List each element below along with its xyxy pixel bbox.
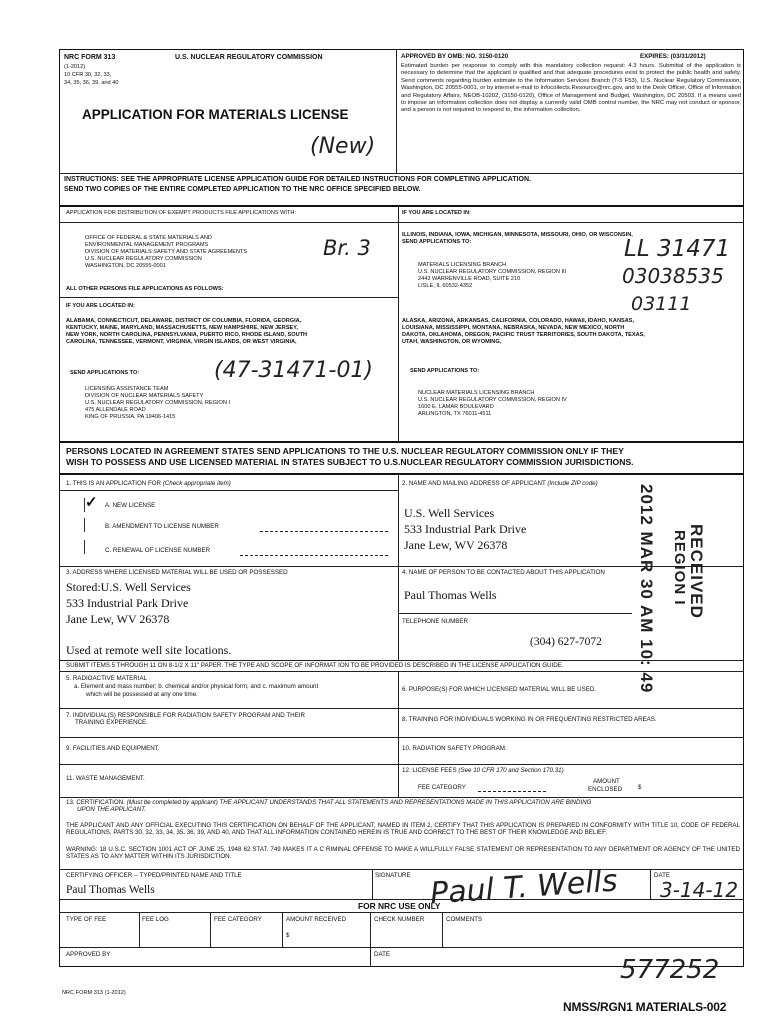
item7-label: 7. INDIVIDUAL(S) RESPONSIBLE FOR RADIATION SAFETY PROGRAM AND THEIR TRAINING EXPERIENCE. xyxy=(66,712,305,727)
cfr-line2: 34, 35, 36, 39, and 40 xyxy=(64,80,119,86)
col-fee-log: FEE LOG xyxy=(142,916,169,923)
item2-label: 2. NAME AND MAILING ADDRESS OF APPLICANT (Include ZIP code) xyxy=(402,480,598,487)
option-amendment[interactable]: B. AMENDMENT TO LICENSE NUMBER xyxy=(105,523,219,530)
col-comments: COMMENTS xyxy=(446,916,483,923)
handwritten-docket-right: 03038535 xyxy=(622,264,724,288)
applicant-address: U.S. Well Services 533 Industrial Park Drive Jane Lew, WV 26378 xyxy=(404,506,527,552)
approved-by-label: APPROVED BY xyxy=(66,951,111,958)
region-stamp: REGION I xyxy=(671,530,688,606)
located-in-heading-right1: IF YOU ARE LOCATED IN: xyxy=(402,210,471,216)
signature-date: 3-14-12 xyxy=(660,878,739,902)
agency-name: U.S. NUCLEAR REGULATORY COMMISSION xyxy=(175,54,323,61)
handwritten-ll-number: LL 31471 xyxy=(624,236,731,262)
item10-label: 10. RADIATION SAFETY PROGRAM. xyxy=(402,745,507,752)
phone-number: (304) 627-7072 xyxy=(530,636,602,648)
item1-label: 1. THIS IS AN APPLICATION FOR (Check appropriate item) xyxy=(66,480,231,487)
item8-label: 8. TRAINING FOR INDIVIDUALS WORKING IN OR FREQUENTING RESTRICTED AREAS. xyxy=(402,716,657,723)
send-to-left: SEND APPLICATIONS TO: xyxy=(70,370,140,376)
contact-name: Paul Thomas Wells xyxy=(404,588,497,602)
signature-label: SIGNATURE xyxy=(375,872,411,879)
handwritten-docket-number: (47-31471-01) xyxy=(214,358,374,383)
nrc-date-label: DATE xyxy=(374,951,391,958)
material-use-note: Used at remote well site locations. xyxy=(66,643,232,657)
enclosed-label: ENCLOSED xyxy=(588,786,623,793)
item3-label: 3. ADDRESS WHERE LICENSED MATERIAL WILL BE USED OR POSSESSED xyxy=(66,569,288,576)
date-label: DATE xyxy=(654,872,671,879)
phone-label: TELEPHONE NUMBER xyxy=(402,618,469,625)
nrc-use-only-heading: FOR NRC USE ONLY xyxy=(358,901,441,911)
item4-label: 4. NAME OF PERSON TO BE CONTACTED ABOUT THIS APPLICATION xyxy=(402,569,605,576)
handwritten-branch-note: Br. 3 xyxy=(323,236,371,260)
office-fsme: OFFICE OF FEDERAL & STATE MATERIALS AND ENVIRONMENTAL MANAGEMENT PROGRAMS DIVISION OF MATERIALS SAFETY AND STATE AGREEMENTS U.S. NUCLEAR REGULATORY COMMISSION WASHINGTON, DC 20555-0001 xyxy=(85,235,248,269)
handwritten-code-right: 03111 xyxy=(631,293,692,315)
exempt-products-heading: APPLICATION FOR DISTRIBUTION OF EXEMPT PRODUCTS FILE APPLICATIONS WITH: xyxy=(66,210,296,216)
region1-states: ALABAMA, CONNECTICUT, DELAWARE, DISTRICT OF COLUMBIA, FLORIDA, GEORGIA, KENTUCKY, MAINE, MARYLAND, MASSACHUSETTS, NEW HAMPSHIRE, NEW JERSEY, NEW YORK, NORTH CAROLINA, PENNSYLVANIA, PUERTO RICO, RHODE ISLAND, SOUTH CAROLINA, TENNESSEE, VERMONT, VIRGINIA, VIRGIN ISLANDS, OR WEST VIRGINIA, xyxy=(66,318,308,345)
option-new-license[interactable]: A. NEW LICENSE xyxy=(105,502,156,509)
instructions-line1: INSTRUCTIONS: SEE THE APPROPRIATE LICENSE APPLICATION GUIDE FOR DETAILED INSTRUCTIONS FOR COMPLETING APPLICATION. xyxy=(64,176,531,183)
fee-dollar-sign: $ xyxy=(638,784,642,791)
instructions-line2: SEND TWO COPIES OF THE ENTIRE COMPLETED APPLICATION TO THE NRC OFFICE SPECIFIED BELOW. xyxy=(64,186,421,193)
certification-body: THE APPLICANT AND ANY OFFICIAL EXECUTING THIS CERTIFICATION ON BEHALF OF THE APPLICANT, NAMED IN ITEM 2, CERTIFY THAT THIS APPLICATION IS PREPARED IN CONFORMITY WITH TITLE 10, CODE OF FEDERAL REGULATIONS, PARTS 30, 32, 33, 34, 35, 36, 39, AND 40, AND THAT ALL INFORMATION CONTAINED HEREIN IS TRUE AND CORRECT TO THE BEST OF THEIR KNOWLEDGE AND BELIEF. xyxy=(66,822,740,837)
item9-label: 9. FACILITIES AND EQUIPMENT. xyxy=(66,745,160,752)
warning-statement: WARNING: 18 U.S.C. SECTION 1001 ACT OF JUNE 25, 1948 62 STAT. 749 MAKES IT A C RIMINAL OFFENSE TO MAKE A WILLFULLY FALSE STATEMENT OR REPRESENTATION TO ANY DEPARTMENT OR AGENCY OF THE UNITED STATES AS TO ANY MATTER WITHIN ITS JURISDICTION. xyxy=(66,846,740,861)
send-to-right: SEND APPLICATIONS TO: xyxy=(410,368,480,374)
fee-category-label: FEE CATEGORY xyxy=(418,784,466,791)
form-revision: (1-2012) xyxy=(64,64,86,70)
material-location: Stored:U.S. Well Services 533 Industrial Park Drive Jane Lew, WV 26378 xyxy=(66,580,191,626)
amount-label: AMOUNT xyxy=(593,778,620,785)
form-number: NRC FORM 313 xyxy=(64,54,116,61)
item6-label: 6. PURPOSE(S) FOR WHICH LICENSED MATERIAL WILL BE USED. xyxy=(402,686,597,693)
item12-label: 12. LICENSE FEES (See 10 CFR 170 and Section 170.31) xyxy=(402,767,564,774)
burden-statement: Estimated burden per response to comply with this mandatory collection request: 4.3 hours. Submittal of the application is necessary to determine that the applicant is qualified and that adequate procedures exist to protect the public health and safety. Send comments regarding burden estimate to the Information Services Branch (T-5 F53), U.S. Nuclear Regulatory Commission, Washington, DC 20555-0001, or by internet e-mail to Infocollects.Resource@nrc.gov, and to the Desk Officer, Office of Information and Regulatory Affairs, NEOB-10202, (3150-0120), Office of Management and Budget, Washington, DC 20503. If a means used to impose an information collection does not display a currently valid OMB control number, the NRC may not conduct or sponsor, and a person is not required to respond to, the information collection. xyxy=(401,63,741,114)
located-in-heading-left: IF YOU ARE LOCATED IN: xyxy=(66,303,135,309)
item5-desc2: which will be possessed at any one time. xyxy=(86,691,198,698)
materials-stamp: NMSS/RGN1 MATERIALS-002 xyxy=(563,1000,727,1014)
col-type-of-fee: TYPE OF FEE xyxy=(66,916,107,923)
form-title: APPLICATION FOR MATERIALS LICENSE xyxy=(82,107,349,122)
col-amount-received: AMOUNT RECEIVED xyxy=(286,916,347,923)
check-mark-icon: ✓ xyxy=(85,494,98,511)
region3-states: ILLINOIS, INDIANA, IOWA, MICHIGAN, MINNESOTA, MISSOURI, OHIO, OR WISCONSIN, SEND APPLICATIONS TO: xyxy=(402,232,633,245)
office-region1: LICENSING ASSISTANCE TEAM DIVISION OF NUCLEAR MATERIALS SAFETY U.S. NUCLEAR REGULATORY COMMISSION, REGION I 475 ALLENDALE ROAD KING OF PRUSSIA, PA 19406-1415 xyxy=(85,386,231,420)
handwritten-reference-number: 577252 xyxy=(620,955,720,985)
amount-received-dollar: $ xyxy=(286,932,290,939)
omb-number: APPROVED BY OMB: NO. 3150-0120 xyxy=(401,53,509,60)
handwritten-new-note: (New) xyxy=(310,134,376,159)
submit-instructions: SUBMIT ITEMS 5 THROUGH 11 ON 8-1/2 X 11" PAPER. THE TYPE AND SCOPE OF INFORMAT ION TO BE PROVIDED IS DESCRIBED IN THE LICENSE APPLICATION GUIDE. xyxy=(66,662,564,669)
agreement-states-notice: PERSONS LOCATED IN AGREEMENT STATES SEND APPLICATIONS TO THE U.S. NUCLEAR REGULATORY COMMISSION ONLY IF THEY WISH TO POSSESS AND USE LICENSED MATERIAL IN STATES SUBJECT TO U.S.NUCLEAR REGULATORY COMMISSION JURISDICTIONS. xyxy=(66,446,634,467)
region4-states: ALASKA, ARIZONA, ARKANSAS, CALIFORNIA, COLORADO, HAWAII, IDAHO, KANSAS, LOUISIANA, MISSISSIPPI, MONTANA, NEBRASKA, NEVADA, NEW MEXICO, NORTH DAKOTA, OKLAHOMA, OREGON, PACIFIC TRUST TERRITORIES, SOUTH DAKOTA, TEXAS, UTAH, WASHINGTON, OR WYOMING, xyxy=(402,318,645,345)
certifying-officer-name: Paul Thomas Wells xyxy=(66,884,155,896)
omb-expiration: EXPIRES: (03/31/2012) xyxy=(640,53,706,60)
office-region3: MATERIALS LICENSING BRANCH U.S. NUCLEAR REGULATORY COMMISSION, REGION III 2443 WARRENVILLE ROAD, SUITE 210 LISLE, IL 60532-4352 xyxy=(418,262,567,289)
item5-label: 5. RADIOACTIVE MATERIAL xyxy=(66,675,148,682)
option-renewal[interactable]: C. RENEWAL OF LICENSE NUMBER xyxy=(105,547,211,554)
col-fee-category: FEE CATEGORY xyxy=(214,916,262,923)
applicant-signature: Paul T. Wells xyxy=(429,863,619,912)
item11-label: 11. WASTE MANAGEMENT. xyxy=(66,775,145,782)
office-region4: NUCLEAR MATERIALS LICENSING BRANCH U.S. NUCLEAR REGULATORY COMMISSION, REGION IV 1600 E. LAMAR BOULEVARD ARLINGTON, TX 76011-4511 xyxy=(418,390,567,417)
all-others-heading: ALL OTHER PERSONS FILE APPLICATIONS AS FOLLOWS: xyxy=(66,286,224,292)
footer-form-number: NRC FORM 313 (1-2012) xyxy=(62,990,126,996)
certifying-officer-label: CERTIFYING OFFICER -- TYPED/PRINTED NAME AND TITLE xyxy=(66,872,242,879)
received-date-stamp: 2012 MAR 30 AM 10: 49 xyxy=(637,484,656,694)
received-stamp: RECEIVED xyxy=(687,524,706,619)
item13-certification: 13. CERTIFICATION. (Must be completed by applicant) THE APPLICANT UNDERSTANDS THAT ALL STATEMENTS AND REPRESENTATIONS MADE IN THIS APPLICATION ARE BINDING UPON THE APPLICANT. xyxy=(66,799,592,814)
cfr-line1: 10 CFR 30, 32, 33, xyxy=(64,72,112,78)
item5-desc1: a. Element and mass number; b. chemical and/or physical form; and c. maximum amount xyxy=(74,683,319,690)
col-check-number: CHECK NUMBER xyxy=(374,916,425,923)
